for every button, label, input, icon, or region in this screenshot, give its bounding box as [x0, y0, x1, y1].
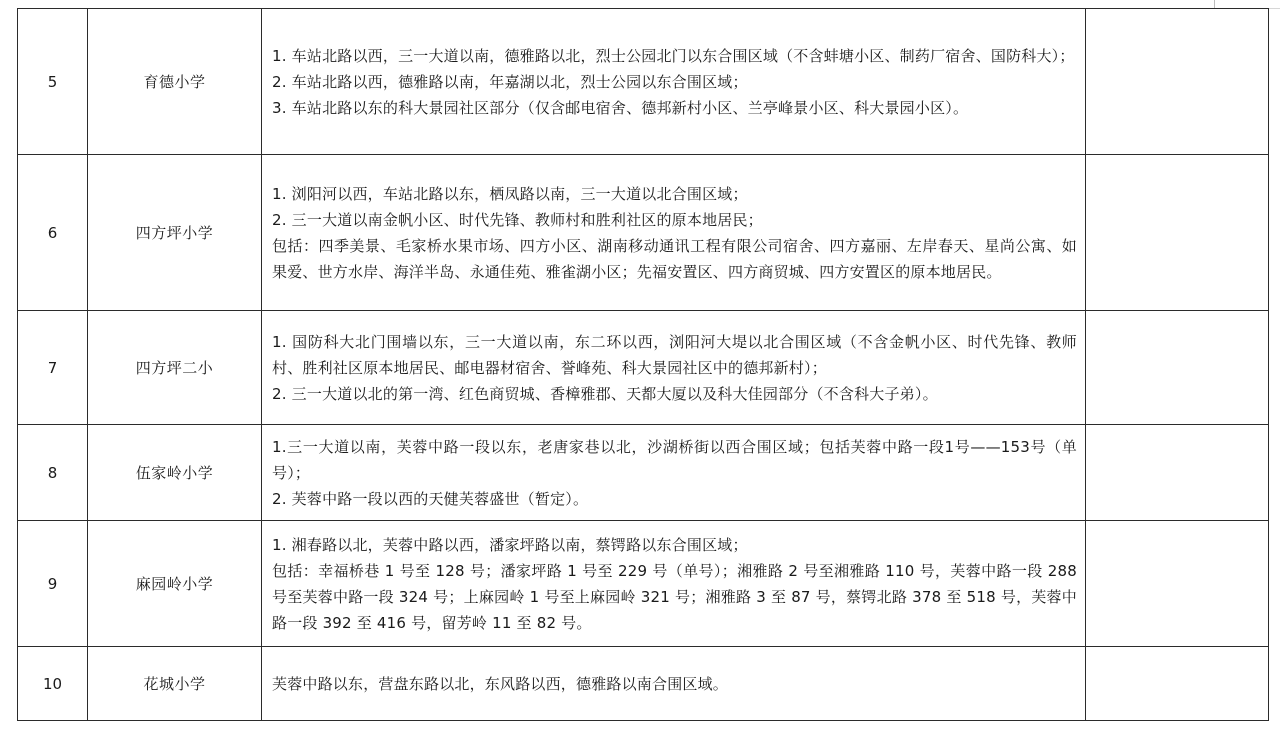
zone-scope: [262, 155, 1086, 311]
row-number: 9: [18, 521, 88, 647]
remark-cell: [1086, 647, 1269, 721]
row-number: 6: [18, 155, 88, 311]
zone-scope-line: 1.三一大道以南，芙蓉中路一段以东，老唐家巷以北，沙湖桥街以西合围区域；包括芙蓉中路一段1号——153号（单号）；: [272, 437, 1077, 482]
school-name: 育德小学: [88, 9, 262, 155]
school-name: 四方坪小学: [88, 155, 262, 311]
zone-scope-line: 2. 芙蓉中路一段以西的天健芙蓉盛世（暂定）。: [272, 489, 589, 508]
remark-cell: [1086, 425, 1269, 521]
table-row: [18, 647, 1269, 721]
row-number: 5: [18, 9, 88, 155]
zone-scope-line: 2. 三一大道以南金帆小区、时代先锋、教师村和胜利社区的原本地居民；: [272, 210, 763, 229]
page-corner-mark: [1214, 0, 1215, 8]
remark-cell: [1086, 311, 1269, 425]
zone-scope-line: 1. 车站北路以西，三一大道以南，德雅路以北，烈士公园北门以东合围区域（不含蚌塘小区、制药厂宿舍、国防科大）；: [272, 46, 1075, 65]
remark-cell: [1086, 521, 1269, 647]
zone-scope: [262, 521, 1086, 647]
row-number: 10: [18, 647, 88, 721]
zone-scope: [262, 425, 1086, 521]
remark-cell: [1086, 155, 1269, 311]
zone-scope: [262, 311, 1086, 425]
table-row: [18, 521, 1269, 647]
row-number: 8: [18, 425, 88, 521]
table-row: [18, 155, 1269, 311]
table-row: [18, 9, 1269, 155]
school-name: 花城小学: [88, 647, 262, 721]
table-row: [18, 425, 1269, 521]
school-zone-table: [17, 8, 1269, 721]
zone-scope-line: 2. 三一大道以北的第一湾、红色商贸城、香樟雅郡、天都大厦以及科大佳园部分（不含科大子弟）。: [272, 384, 938, 403]
row-number: 7: [18, 311, 88, 425]
zone-scope: [262, 647, 1086, 721]
zone-scope-line: 2. 车站北路以西，德雅路以南，年嘉湖以北，烈士公园以东合围区域；: [272, 72, 748, 91]
zone-scope-line: 1. 湘春路以北，芙蓉中路以西，潘家坪路以南，蔡锷路以东合围区域；: [272, 535, 748, 554]
zone-scope-line: 1. 国防科大北门围墙以东，三一大道以南，东二环以西，浏阳河大堤以北合围区域（不含金帆小区、时代先锋、教师村、胜利社区原本地居民、邮电器材宿舍、誉峰苑、科大景园社区中的德邦新村）；: [272, 332, 1077, 377]
zone-scope-line: 3. 车站北路以东的科大景园社区部分（仅含邮电宿舍、德邦新村小区、兰亭峰景小区、科大景园小区）。: [272, 98, 969, 117]
school-name: 麻园岭小学: [88, 521, 262, 647]
zone-scope-line: 1. 浏阳河以西，车站北路以东，栖凤路以南，三一大道以北合围区域；: [272, 184, 748, 203]
zone-scope-line: 包括：幸福桥巷 1 号至 128 号；潘家坪路 1 号至 229 号（单号）；湘雅路 2 号至湘雅路 110 号，芙蓉中路一段 288 号至芙蓉中路一段 324 号；上麻园岭 1 号至上麻园岭 321 号；湘雅路 3 至 87 号，蔡锷北路 378 至 518 号，芙蓉中路一段 392 至 416 号，留芳岭 11 至 82 号。: [272, 561, 1077, 632]
zone-scope-line: 包括：四季美景、毛家桥水果市场、四方小区、湖南移动通讯工程有限公司宿舍、四方嘉丽、左岸春天、星尚公寓、如果爱、世方水岸、海洋半岛、永通佳苑、雅雀湖小区；先福安置区、四方商贸城、四方安置区的原本地居民。: [272, 236, 1077, 281]
school-name: 四方坪二小: [88, 311, 262, 425]
zone-scope: [262, 9, 1086, 155]
zone-scope-line: 芙蓉中路以东，营盘东路以北，东风路以西，德雅路以南合围区域。: [272, 674, 729, 693]
table-row: [18, 311, 1269, 425]
remark-cell: [1086, 9, 1269, 155]
school-name: 伍家岭小学: [88, 425, 262, 521]
